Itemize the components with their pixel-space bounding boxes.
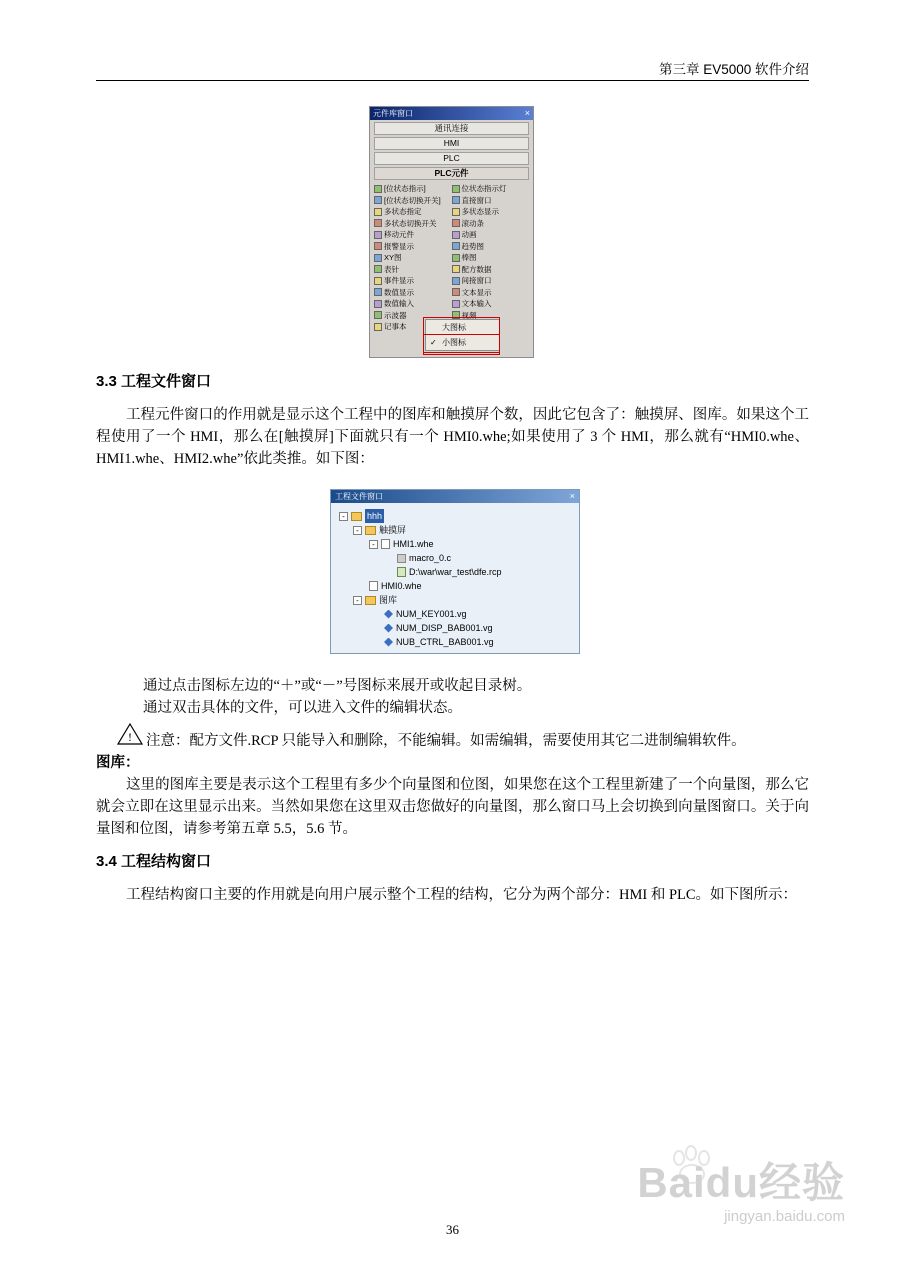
tree-node-macro[interactable] [339,551,579,565]
list-item[interactable] [374,252,452,264]
xy-chart-icon [374,254,382,262]
page-number: 36 [446,1222,459,1237]
numeric-display-icon [374,288,382,296]
tree-root[interactable] [339,509,579,523]
bit-state-lamp-icon [452,185,460,193]
list-item[interactable] [374,241,452,253]
list-item[interactable] [374,229,452,241]
menu-item-label: 小图标 [442,338,466,347]
list-item-label: [位状态指示] [384,184,426,193]
bar-chart-icon [452,254,460,262]
list-item[interactable] [452,252,530,264]
after-project-line1: 通过点击图标左边的“＋”或“－”号图标来展开或收起目录树。 [143,678,532,694]
tree-node-label: 触摸屏 [379,525,407,535]
list-item[interactable] [452,183,530,195]
tree-node-label: NUM_KEY001.vg [396,609,467,619]
folder-icon [365,526,376,535]
text-input-icon [452,300,460,308]
tree-node-vg3[interactable] [339,635,579,649]
direct-window-icon [452,196,460,204]
watermark-main: Baidu经验 [637,1159,845,1206]
tree-node-label: NUM_DISP_BAB001.vg [396,623,493,633]
component-window-titlebar [370,107,533,120]
header-rule [96,80,809,81]
file-icon [381,539,390,549]
tree-node-label: D:\war\war_test\dfe.rcp [409,567,502,577]
recipe-data-icon [452,265,460,273]
tree-node-label: HMI1.whe [393,539,434,549]
watermark-sub: jingyan.baidu.com [724,1208,845,1225]
watermark [637,1160,845,1225]
list-item-label: 多状态指定 [384,207,422,216]
tree-node-label: macro_0.c [409,553,452,563]
menu-item-label: 大图标 [442,323,466,332]
close-icon[interactable]: × [569,491,575,501]
warning-icon [117,723,143,745]
project-file-window [330,489,580,654]
list-item[interactable] [374,206,452,218]
alarm-display-icon [374,242,382,250]
list-item-label: 视频 [461,310,477,320]
macro-icon [397,554,406,563]
list-item[interactable] [374,183,452,195]
text-display-icon [452,288,460,296]
multi-state-set-icon [374,208,382,216]
tree-node-label: HMI0.whe [381,581,422,591]
page-header: 第三章 EV5000 软件介绍 [658,62,809,77]
expander-icon[interactable]: - [353,526,362,535]
library-heading: 图库： [96,755,140,771]
component-library-window [369,106,534,358]
list-item[interactable] [452,287,530,299]
list-item-label: 棒图 [461,253,477,262]
svg-text:!: ! [128,730,132,744]
expander-icon[interactable]: - [353,596,362,605]
tree-node-touchscreen[interactable] [339,523,579,537]
list-item[interactable] [452,298,530,310]
check-icon: ✓ [430,338,437,347]
folder-icon [365,596,376,605]
meter-icon [374,265,382,273]
list-item-label: [位状态切换开关] [384,195,441,205]
expander-icon[interactable]: - [339,512,348,521]
indirect-window-icon [452,277,460,285]
tree-root-label: hhh [367,511,383,521]
project-window-titlebar [331,490,579,503]
list-item-label: 移动元件 [384,230,414,239]
list-item-label: 直接窗口 [461,195,492,205]
list-item[interactable] [452,275,530,287]
tree-node-hmi0[interactable] [339,579,579,593]
note-paragraph: 注意：配方文件.RCP 只能导入和删除，不能编辑。如需编辑，需要使用其它二进制编辑软件。 [146,733,746,749]
plc-components-bar[interactable]: PLC元件 [374,167,529,180]
scrollbar-icon [452,219,460,227]
recipe-icon [397,567,406,577]
vector-graphic-icon [384,638,393,647]
section-33-heading: 3.3 工程文件窗口 [96,373,212,390]
tree-node-label: 图库 [379,595,398,605]
list-item[interactable] [452,206,530,218]
component-list-right [452,183,530,333]
tree-node-library[interactable] [339,593,579,607]
list-item-label: 多状态切换开关 [384,218,437,228]
section-34-heading: 3.4 工程结构窗口 [96,853,212,870]
list-item-label: 位状态指示灯 [461,184,507,193]
list-item-label: XY图 [384,253,402,262]
list-item[interactable] [374,218,452,230]
list-item[interactable] [452,241,530,253]
list-item-label: 间接窗口 [461,276,492,285]
section-33-paragraph: 工程元件窗口的作用就是显示这个工程中的图库和触摸屏个数，因此它包含了：触摸屏、图库。如果这个工程使用了一个 HMI，那么在[触摸屏]下面就只有一个 HMI0.whe;如果使用了 3 个 HMI，那么就有“HMI0.whe、HMI1.whe、HMI2.whe”依此类推。如下图： [96,407,809,467]
tree-node-label: NUB_CTRL_BAB001.vg [396,637,494,647]
list-item-label: 数值输入 [384,299,414,308]
list-item-label: 记事本 [384,322,407,331]
move-component-icon [374,231,382,239]
vector-graphic-icon [384,610,393,619]
list-item-label: 表针 [384,264,399,274]
list-item[interactable] [374,264,452,276]
tree-node-rcp[interactable] [339,565,579,579]
list-item-label: 文本显示 [461,287,492,297]
list-item[interactable] [452,229,530,241]
multi-state-display-icon [452,208,460,216]
project-tree [331,503,579,649]
component-list [374,183,529,333]
list-item[interactable] [452,264,530,276]
close-icon[interactable]: × [524,108,530,118]
list-item-label: 动画 [461,230,477,239]
folder-icon [351,512,362,521]
component-list-left [374,183,452,333]
tree-node-vg1[interactable] [339,607,579,621]
library-paragraph: 这里的图库主要是表示这个工程里有多少个向量图和位图，如果您在这个工程里新建了一个向量图，那么它就会立即在这里显示出来。当然如果您在这里双击您做好的向量图，那么窗口马上会切换到向量图窗口。关于向量图和位图，请参考第五章 5.5，5.6 节。 [96,777,809,837]
list-item-label: 报警显示 [384,241,414,251]
list-item-label: 示波器 [384,310,407,320]
project-window-title: 工程文件窗口 [335,492,383,501]
list-item[interactable] [374,275,452,287]
file-icon [369,581,378,591]
comm-connection-bar[interactable]: 通讯连接 [374,122,529,135]
after-project-line2: 通过双击具体的文件，可以进入文件的编辑状态。 [143,700,462,716]
list-item[interactable] [374,287,452,299]
animation-icon [452,231,460,239]
hmi-bar[interactable]: HMI [374,137,529,150]
oscilloscope-icon [374,311,382,319]
trend-chart-icon [452,242,460,250]
list-item[interactable] [452,218,530,230]
list-item-label: 数值显示 [384,287,414,297]
section-34-paragraph: 工程结构窗口主要的作用就是向用户展示整个工程的结构，它分为两个部分：HMI 和 PLC。如下图所示： [126,887,798,903]
list-item-label: 多状态显示 [461,207,499,216]
list-item[interactable] [374,195,452,207]
multi-state-switch-icon [374,219,382,227]
list-item-label: 文本输入 [461,299,492,308]
list-item-label: 趋势图 [461,241,484,251]
list-item-label: 滚动条 [461,218,484,228]
list-item[interactable] [374,298,452,310]
event-display-icon [374,277,382,285]
list-item-label: 配方数据 [461,264,492,274]
list-item-label: 事件显示 [384,276,414,285]
numeric-input-icon [374,300,382,308]
vector-graphic-icon [384,624,393,633]
bit-state-indicator-icon [374,185,382,193]
list-item[interactable] [452,195,530,207]
bit-state-switch-icon [374,196,382,204]
tree-node-hmi1[interactable] [339,537,579,551]
plc-bar[interactable]: PLC [374,152,529,165]
notepad-icon [374,323,382,331]
component-window-title: 元件库窗口 [373,109,413,118]
context-menu-highlight [423,334,500,353]
tree-node-vg2[interactable] [339,621,579,635]
expander-icon[interactable]: - [369,540,378,549]
